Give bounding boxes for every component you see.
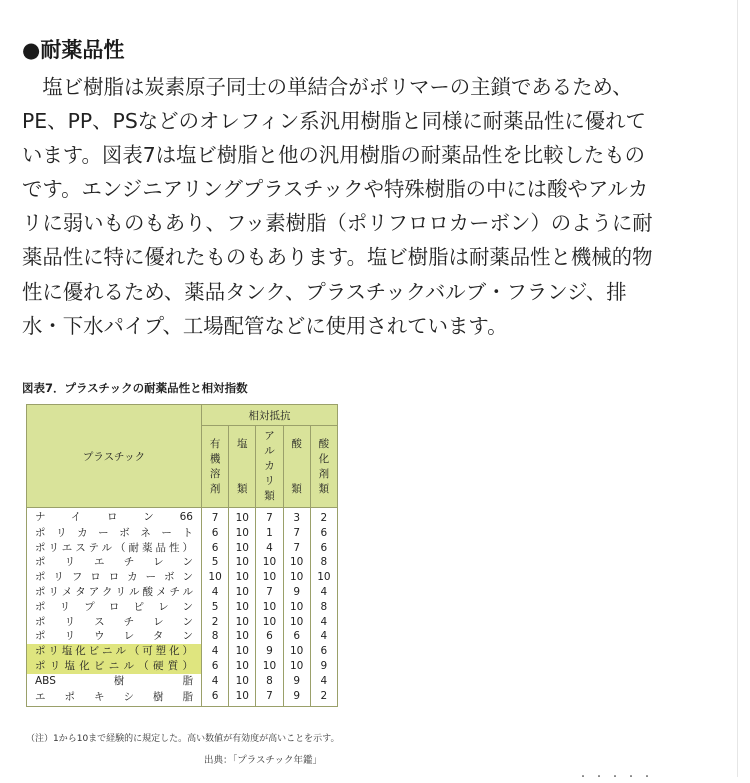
- plastic-name: ポリ塩化ビニル（可塑化）: [27, 644, 202, 659]
- paragraph-line: リに弱いものもあり、フッ素樹脂（ポリフロロカーボン）のように耐: [22, 211, 653, 236]
- resistance-value: 9: [283, 585, 310, 600]
- resistance-value: 4: [202, 644, 229, 659]
- paragraph-line: PE、PP、PSなどのオレフィン系汎用樹脂と同様に耐薬品性に優れて: [22, 109, 646, 134]
- resistance-value: 10: [229, 629, 256, 644]
- plastic-name: ポリエステル（耐薬品性）: [27, 541, 202, 556]
- resistance-value: 10: [229, 644, 256, 659]
- resistance-value: 4: [202, 585, 229, 600]
- column-header-char: 酸: [291, 437, 302, 450]
- resistance-value: 7: [256, 689, 283, 707]
- resistance-value: 10: [283, 644, 310, 659]
- cut-off-text: ・・・・・: [578, 772, 658, 783]
- column-header: [202, 426, 229, 508]
- resistance-value: 4: [310, 674, 337, 689]
- column-header-char: 類: [318, 482, 330, 495]
- column-header-char: [284, 452, 310, 467]
- column-header-char: カ: [264, 460, 275, 472]
- table-footnote: （注）1から10まで経験的に規定した。高い数値が有効度が高いことを示す。: [26, 734, 340, 744]
- resistance-value: 10: [229, 689, 256, 707]
- resistance-value: 10: [229, 555, 256, 570]
- resistance-value: 7: [256, 508, 283, 526]
- resistance-value: 6: [310, 644, 337, 659]
- resistance-value: 10: [229, 508, 256, 526]
- plastic-name: ポリエチレン: [27, 555, 202, 570]
- resistance-value: 9: [256, 644, 283, 659]
- resistance-value: 2: [310, 689, 337, 707]
- column-header-char: [284, 467, 310, 482]
- column-header-char: 溶: [209, 467, 221, 480]
- column-header-char: 剤: [318, 467, 330, 480]
- resistance-value: 10: [256, 555, 283, 570]
- resistance-value: 4: [310, 585, 337, 600]
- resistance-value: 6: [310, 526, 337, 541]
- resistance-value: 6: [202, 689, 229, 707]
- resistance-value: 10: [256, 659, 283, 674]
- resistance-value: 10: [229, 570, 256, 585]
- resistance-value: 7: [256, 585, 283, 600]
- table-row: [27, 585, 338, 600]
- column-header-char: 類: [291, 482, 302, 495]
- resistance-value: 8: [202, 629, 229, 644]
- resistance-value: 4: [256, 541, 283, 556]
- resistance-value: 7: [202, 508, 229, 526]
- table-row: [27, 629, 338, 644]
- column-header-char: 機: [209, 452, 221, 465]
- resistance-value: 10: [283, 615, 310, 630]
- resistance-value: 5: [202, 555, 229, 570]
- plastic-name: ポリフロロカーボン: [27, 570, 202, 585]
- resistance-value: 8: [256, 674, 283, 689]
- table-row: [27, 674, 338, 689]
- resistance-value: 10: [283, 555, 310, 570]
- table-row: [27, 555, 338, 570]
- resistance-value: 1: [256, 526, 283, 541]
- resistance-value: 10: [202, 570, 229, 585]
- column-header-char: 酸: [318, 437, 330, 450]
- resistance-value: 6: [202, 659, 229, 674]
- resistance-value: 7: [283, 541, 310, 556]
- table-row: [27, 615, 338, 630]
- relative-resistance-header: 相対抵抗: [202, 405, 338, 426]
- resistance-value: 10: [283, 570, 310, 585]
- body-paragraph: [22, 70, 734, 343]
- paragraph-line: 性に優れるため、薬品タンク、プラスチックバルブ・フランジ、排: [22, 279, 627, 304]
- table-row: [27, 600, 338, 615]
- column-header-char: 類: [237, 482, 248, 495]
- column-header-char: ル: [264, 445, 275, 457]
- resistance-value: 10: [283, 600, 310, 615]
- resistance-value: 10: [256, 615, 283, 630]
- resistance-value: 2: [202, 615, 229, 630]
- resistance-value: 10: [229, 526, 256, 541]
- paragraph-line: 薬品性に特に優れたものもあります。塩ビ樹脂は耐薬品性と機械的物: [22, 245, 653, 270]
- paragraph-line: います。図表7は塩ビ樹脂と他の汎用樹脂の耐薬品性を比較したもの: [22, 143, 646, 168]
- table-row-highlighted: [27, 659, 338, 674]
- resistance-value: 10: [229, 585, 256, 600]
- table-row-highlighted: [27, 644, 338, 659]
- plastic-name: ポリスチレン: [27, 615, 202, 630]
- resistance-value: 8: [310, 600, 337, 615]
- plastic-name: ポリウレタン: [27, 629, 202, 644]
- table-row: [27, 541, 338, 556]
- column-header-char: 類: [264, 490, 275, 502]
- section-heading: ●耐薬品性: [22, 38, 125, 62]
- resistance-value: 9: [310, 659, 337, 674]
- resistance-value: 8: [310, 555, 337, 570]
- resistance-value: 10: [229, 674, 256, 689]
- column-header-char: 剤: [209, 482, 221, 495]
- plastic-column-header: プラスチック: [27, 405, 202, 508]
- table-row: [27, 526, 338, 541]
- plastic-name: ポリカーボネート: [27, 526, 202, 541]
- resistance-value: 7: [283, 526, 310, 541]
- resistance-value: 2: [310, 508, 337, 526]
- table-source: 出典：「プラスチック年鑑」: [204, 755, 322, 766]
- resistance-value: 4: [310, 629, 337, 644]
- resistance-value: 10: [229, 615, 256, 630]
- paragraph-line: 塩ビ樹脂は炭素原子同士の単結合がポリマーの主鎖であるため、: [22, 75, 633, 99]
- column-header-char: 化: [318, 452, 330, 465]
- page-edge-divider: [737, 0, 738, 777]
- column-header-char: 有: [209, 437, 221, 450]
- resistance-value: 3: [283, 508, 310, 526]
- resistance-value: 10: [310, 570, 337, 585]
- plastic-name: エポキシ樹脂: [27, 689, 202, 707]
- resistance-value: 9: [283, 689, 310, 707]
- resistance-value: 9: [283, 674, 310, 689]
- paragraph-line: 水・下水パイプ、工場配管などに使用されています。: [22, 313, 508, 338]
- resistance-value: 10: [283, 659, 310, 674]
- column-header-char: リ: [264, 475, 275, 487]
- resistance-value: 6: [310, 541, 337, 556]
- column-header-char: [229, 452, 255, 467]
- resistance-value: 6: [202, 526, 229, 541]
- column-header: [310, 426, 337, 508]
- plastic-name: ABS樹脂: [27, 674, 202, 689]
- resistance-value: 4: [310, 615, 337, 630]
- plastic-name: ポリ塩化ビニル（硬質）: [27, 659, 202, 674]
- resistance-value: 10: [229, 659, 256, 674]
- column-header: [283, 426, 310, 508]
- resistance-value: 5: [202, 600, 229, 615]
- chemical-resistance-table: [26, 404, 338, 707]
- resistance-value: 10: [256, 570, 283, 585]
- resistance-value: 10: [229, 541, 256, 556]
- table-row: [27, 689, 338, 707]
- resistance-value: 6: [202, 541, 229, 556]
- resistance-value: 6: [256, 629, 283, 644]
- column-header: [256, 426, 283, 508]
- resistance-value: 6: [283, 629, 310, 644]
- column-header-char: 塩: [237, 437, 248, 450]
- plastic-name: ナイロン66: [27, 508, 202, 526]
- resistance-value: 10: [256, 600, 283, 615]
- paragraph-line: です。エンジニアリングプラスチックや特殊樹脂の中には酸やアルカ: [22, 177, 649, 202]
- table-row: [27, 570, 338, 585]
- figure-title: 図表7．プラスチックの耐薬品性と相対指数: [22, 381, 248, 395]
- column-header: [229, 426, 256, 508]
- table-row: [27, 508, 338, 526]
- resistance-value: 10: [229, 600, 256, 615]
- column-header-char: [229, 467, 255, 482]
- plastic-name: ポリメタアクリル酸メチル: [27, 585, 202, 600]
- resistance-value: 4: [202, 674, 229, 689]
- column-header-char: ア: [264, 430, 275, 442]
- plastic-name: ポリプロピレン: [27, 600, 202, 615]
